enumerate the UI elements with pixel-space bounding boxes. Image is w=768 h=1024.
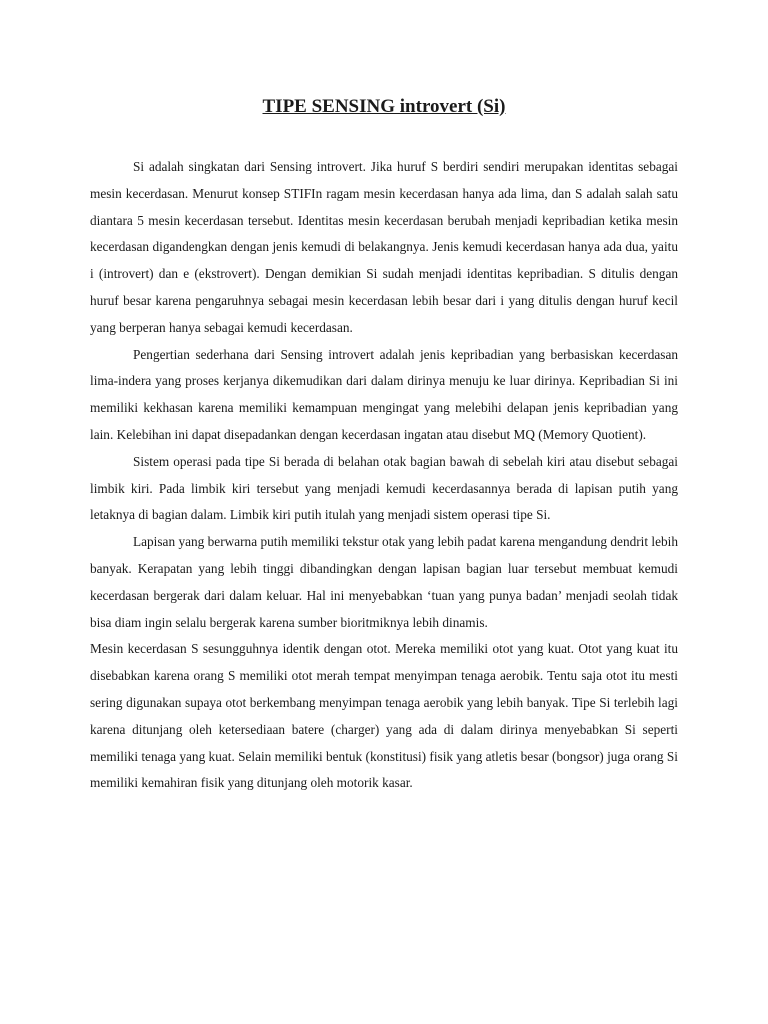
paragraph-3: Sistem operasi pada tipe Si berada di belahan otak bagian bawah di sebelah kiri atau disebut sebagai limbik kiri. Pada limbik kiri tersebut yang menjadi kemudi kecerdasannya berada di lapisan putih yang letaknya di bagian dalam. Limbik kiri putih itulah yang menjadi sistem operasi tipe Si. [90,453,678,523]
document-title: TIPE SENSING introvert (Si) [262,96,506,117]
paragraph-2: Pengertian sederhana dari Sensing introvert adalah jenis kepribadian yang berbasiskan kecerdasan lima-indera yang proses kerjanya dikemudikan dari dalam dirinya menuju ke luar dirinya. Kepribadian Si ini memiliki kekhasan karena memiliki kemampuan mengingat yang melebihi delapan jenis kepribadian yang lain. Kelebihan ini dapat disepadankan dengan kecerdasan ingatan atau disebut MQ (Memory Quotient). [90,346,678,442]
paragraph-1: Si adalah singkatan dari Sensing introvert. Jika huruf S berdiri sendiri merupakan identitas sebagai mesin kecerdasan. Menurut konsep STIFIn ragam mesin kecerdasan hanya ada lima, dan S adalah salah satu diantara 5 mesin kecerdasan tersebut. Identitas mesin kecerdasan berubah menjadi kepribadian ketika mesin kecerdasan digandengkan dengan jenis kemudi di belakangnya. Jenis kemudi kecerdasan hanya ada dua, yaitu i (introvert) dan e (ekstrovert). Dengan demikian Si sudah menjadi identitas kepribadian. S ditulis dengan huruf besar karena pengaruhnya sebagai mesin kecerdasan lebih besar dari i yang ditulis dengan huruf kecil yang berperan hanya sebagai kemudi kecerdasan. [90,159,678,335]
paragraph-4: Lapisan yang berwarna putih memiliki tekstur otak yang lebih padat karena mengandung dendrit lebih banyak. Kerapatan yang lebih tinggi dibandingkan dengan lapisan bagian luar tersebut membuat kemudi kecerdasan bergerak dari dalam keluar. Hal ini menyebabkan ‘tuan yang punya badan’ menjadi seolah tidak bisa diam ingin selalu bergerak karena sumber bioritmiknya lebih dinamis. [90,534,678,630]
paragraph-5: Mesin kecerdasan S sesungguhnya identik dengan otot. Mereka memiliki otot yang kuat. Otot yang kuat itu disebabkan karena orang S memiliki otot merah tempat menyimpan tenaga aerobik. Tentu saja otot itu mesti sering digunakan supaya otot berkembang menyimpan tenaga aerobik yang lebih banyak. Tipe Si terlebih lagi karena ditunjang oleh ketersediaan batere (charger) yang ada di dalam dirinya menyebabkan Si seperti memiliki tenaga yang kuat. Selain memiliki bentuk (konstitusi) fisik yang atletis besar (bongsor) juga orang Si memiliki kemahiran fisik yang ditunjang oleh motorik kasar. [90,641,678,791]
document-page [90,94,678,797]
